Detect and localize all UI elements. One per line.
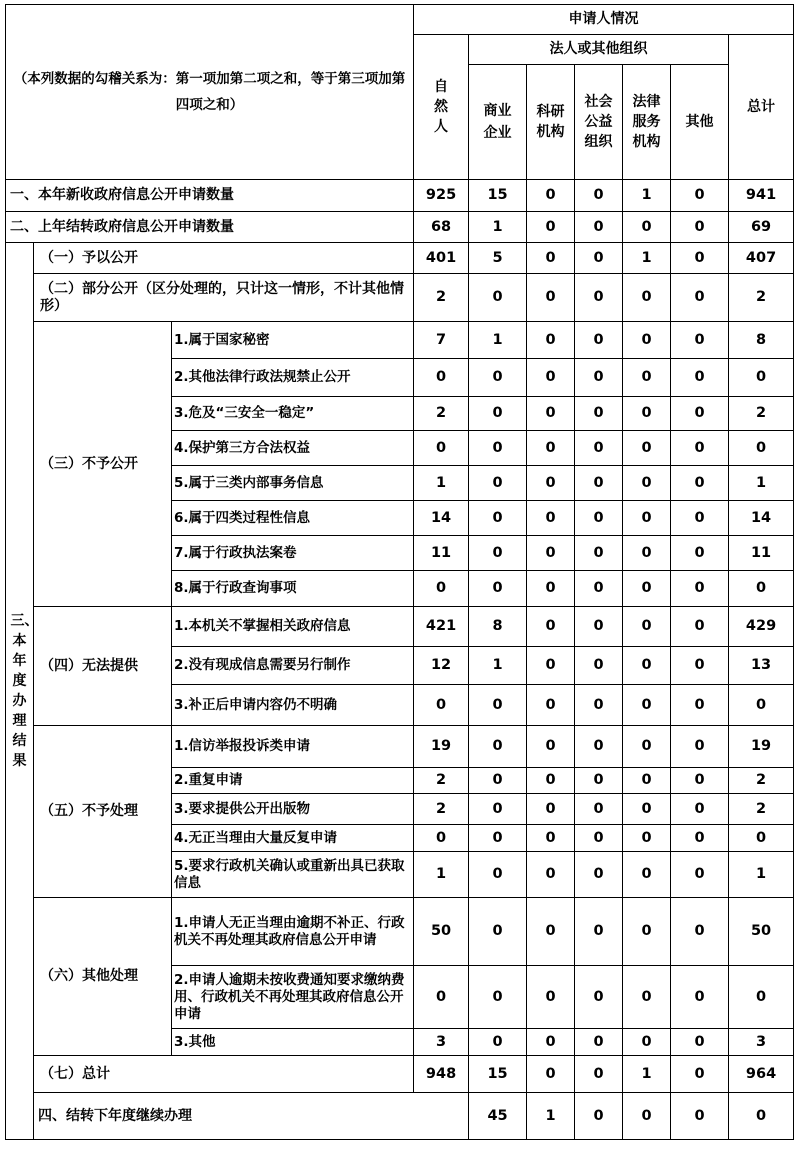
cell-business: 0	[469, 794, 527, 825]
cell-social: 0	[575, 180, 623, 212]
cell-legal-service: 0	[623, 898, 671, 966]
cell-other: 0	[671, 501, 729, 536]
cell-business: 0	[469, 825, 527, 852]
cell-natural: 0	[414, 825, 469, 852]
cell-natural: 925	[414, 180, 469, 212]
row-label: 四、结转下年度继续办理	[34, 1093, 469, 1140]
cell-total: 0	[729, 359, 794, 397]
cell-natural: 1	[414, 466, 469, 501]
row-new-applications	[6, 180, 794, 212]
cell-legal-service: 0	[623, 571, 671, 607]
cell-social: 0	[575, 431, 623, 466]
section-3-label: 三、本年度办理结果	[6, 243, 34, 1140]
cell-total: 2	[729, 397, 794, 431]
cell-social: 0	[575, 571, 623, 607]
cell-natural: 0	[414, 571, 469, 607]
cell-business: 1	[469, 647, 527, 685]
item-label: 5.要求行政机关确认或重新出具已获取信息	[172, 852, 414, 898]
row-not-disclosed-item	[6, 322, 794, 359]
cell-research: 0	[527, 274, 575, 322]
cell-other: 0	[671, 768, 729, 794]
cell-other: 0	[671, 1056, 729, 1093]
cell-social: 0	[575, 397, 623, 431]
cell-legal-service: 1	[623, 180, 671, 212]
cell-social: 0	[575, 607, 623, 647]
cell-business: 1	[527, 1093, 575, 1140]
cell-total: 0	[729, 966, 794, 1029]
item-label: 2.其他法律行政法规禁止公开	[172, 359, 414, 397]
cell-total: 0	[729, 685, 794, 726]
cell-business: 0	[469, 536, 527, 571]
cell-research: 0	[527, 726, 575, 768]
item-label: 1.信访举报投诉类申请	[172, 726, 414, 768]
item-label: 2.没有现成信息需要另行制作	[172, 647, 414, 685]
cell-research: 0	[527, 501, 575, 536]
cell-legal-service: 0	[623, 768, 671, 794]
row-label: （二）部分公开（区分处理的，只计这一情形，不计其他情形）	[34, 274, 414, 322]
cell-legal-service: 0	[623, 359, 671, 397]
cell-business: 0	[469, 726, 527, 768]
cell-research: 0	[527, 243, 575, 274]
cell-legal-service: 0	[623, 852, 671, 898]
cell-legal-service: 0	[623, 1029, 671, 1056]
cell-total: 941	[729, 180, 794, 212]
cell-natural: 0	[414, 966, 469, 1029]
item-label: 1.申请人无正当理由逾期不补正、行政机关不再处理其政府信息公开申请	[172, 898, 414, 966]
subsection-label: （五）不予处理	[34, 726, 172, 898]
row-label: 一、本年新收政府信息公开申请数量	[6, 180, 414, 212]
cell-legal-service: 0	[623, 685, 671, 726]
cell-other: 0	[671, 397, 729, 431]
cell-legal-service: 0	[623, 397, 671, 431]
cell-business: 5	[469, 243, 527, 274]
cell-natural: 0	[414, 685, 469, 726]
cell-total: 0	[729, 431, 794, 466]
header-legal-group: 法人或其他组织	[469, 35, 729, 65]
cell-legal-service: 0	[623, 536, 671, 571]
row-label: （一）予以公开	[34, 243, 414, 274]
cell-other: 0	[671, 274, 729, 322]
row-not-processed-item	[6, 726, 794, 768]
cell-business: 15	[469, 1056, 527, 1093]
cell-other: 0	[671, 825, 729, 852]
cell-total: 8	[729, 322, 794, 359]
cell-social: 0	[575, 768, 623, 794]
cell-business: 0	[469, 966, 527, 1029]
cell-legal-service: 0	[623, 501, 671, 536]
cell-other: 0	[671, 359, 729, 397]
cell-total: 407	[729, 243, 794, 274]
cell-business: 8	[469, 607, 527, 647]
cell-legal-service: 0	[623, 322, 671, 359]
row-unable-to-provide-item	[6, 607, 794, 647]
cell-research: 0	[527, 768, 575, 794]
row-label: （七）总计	[34, 1056, 414, 1093]
cell-natural: 421	[414, 607, 469, 647]
cell-social: 0	[575, 466, 623, 501]
cell-research: 0	[527, 431, 575, 466]
cell-social: 0	[575, 1029, 623, 1056]
cell-research: 0	[527, 966, 575, 1029]
cell-research: 0	[527, 359, 575, 397]
cell-social: 0	[575, 685, 623, 726]
cell-social: 0	[575, 212, 623, 243]
cell-business: 0	[469, 359, 527, 397]
cell-business: 0	[469, 1029, 527, 1056]
row-carried-over	[6, 212, 794, 243]
item-label: 8.属于行政查询事项	[172, 571, 414, 607]
header-row-1	[6, 5, 794, 35]
item-label: 4.无正当理由大量反复申请	[172, 825, 414, 852]
item-label: 3.要求提供公开出版物	[172, 794, 414, 825]
cell-total: 14	[729, 501, 794, 536]
item-label: 3.补正后申请内容仍不明确	[172, 685, 414, 726]
cell-research: 0	[527, 212, 575, 243]
cell-total: 2	[729, 768, 794, 794]
cell-total: 429	[729, 607, 794, 647]
cell-research: 0	[575, 1093, 623, 1140]
cell-business: 0	[469, 898, 527, 966]
header-note: （本列数据的勾稽关系为：第一项加第二项之和，等于第三项加第四项之和）	[6, 5, 414, 180]
cell-social: 0	[575, 898, 623, 966]
cell-research: 0	[527, 536, 575, 571]
item-label: 3.危及“三安全一稳定”	[172, 397, 414, 431]
cell-natural: 2	[414, 794, 469, 825]
cell-social: 0	[575, 274, 623, 322]
cell-natural: 14	[414, 501, 469, 536]
cell-natural: 2	[414, 397, 469, 431]
row-partially-disclosed	[6, 274, 794, 322]
cell-research: 0	[527, 685, 575, 726]
header-applicant-group: 申请人情况	[414, 5, 794, 35]
cell-other: 0	[671, 794, 729, 825]
cell-other: 0	[671, 1029, 729, 1056]
cell-natural: 401	[414, 243, 469, 274]
subsection-label: （三）不予公开	[34, 322, 172, 607]
cell-legal-service: 1	[623, 1056, 671, 1093]
cell-other: 0	[671, 685, 729, 726]
item-label: 2.重复申请	[172, 768, 414, 794]
header-other: 其他	[671, 65, 729, 180]
cell-business: 0	[469, 274, 527, 322]
cell-other: 0	[671, 536, 729, 571]
cell-other: 0	[671, 898, 729, 966]
cell-natural: 12	[414, 647, 469, 685]
cell-natural: 3	[414, 1029, 469, 1056]
cell-research: 0	[527, 1029, 575, 1056]
cell-total: 2	[729, 794, 794, 825]
item-label: 5.属于三类内部事务信息	[172, 466, 414, 501]
row-other-processing-item	[6, 898, 794, 966]
item-label: 3.其他	[172, 1029, 414, 1056]
cell-research: 0	[527, 607, 575, 647]
cell-total: 0	[729, 825, 794, 852]
row-disclosed	[6, 243, 794, 274]
cell-research: 0	[527, 647, 575, 685]
cell-business: 0	[469, 768, 527, 794]
cell-social: 0	[575, 966, 623, 1029]
cell-business: 0	[469, 685, 527, 726]
cell-business: 0	[469, 852, 527, 898]
cell-other: 0	[671, 571, 729, 607]
cell-total: 19	[729, 726, 794, 768]
cell-natural: 0	[414, 359, 469, 397]
cell-research: 0	[527, 571, 575, 607]
report-table-container	[5, 4, 794, 1140]
cell-natural: 0	[414, 431, 469, 466]
row-section-total	[6, 1056, 794, 1093]
cell-business: 1	[469, 212, 527, 243]
cell-social: 0	[575, 647, 623, 685]
cell-social: 0	[575, 794, 623, 825]
cell-legal-service: 0	[623, 966, 671, 1029]
header-social: 社会公益组织	[575, 65, 623, 180]
cell-natural: 2	[414, 768, 469, 794]
cell-legal-service: 0	[671, 1093, 729, 1140]
header-research: 科研机构	[527, 65, 575, 180]
cell-other: 0	[671, 466, 729, 501]
cell-other: 0	[671, 212, 729, 243]
item-label: 4.保护第三方合法权益	[172, 431, 414, 466]
cell-natural: 7	[414, 322, 469, 359]
cell-research: 0	[527, 397, 575, 431]
cell-natural: 68	[414, 212, 469, 243]
cell-total: 11	[729, 536, 794, 571]
item-label: 7.属于行政执法案卷	[172, 536, 414, 571]
header-legal-service: 法律服务机构	[623, 65, 671, 180]
cell-total: 1	[729, 852, 794, 898]
cell-legal-service: 0	[623, 726, 671, 768]
cell-research: 0	[527, 466, 575, 501]
cell-natural: 11	[414, 536, 469, 571]
cell-legal-service: 0	[623, 607, 671, 647]
cell-social: 0	[575, 501, 623, 536]
cell-total: 69	[729, 212, 794, 243]
cell-research: 0	[527, 898, 575, 966]
subsection-label: （六）其他处理	[34, 898, 172, 1056]
cell-other: 0	[671, 322, 729, 359]
cell-other: 0	[671, 607, 729, 647]
cell-natural: 2	[414, 274, 469, 322]
cell-natural: 50	[414, 898, 469, 966]
cell-social: 0	[623, 1093, 671, 1140]
cell-research: 0	[527, 180, 575, 212]
cell-other: 0	[671, 243, 729, 274]
cell-business: 0	[469, 431, 527, 466]
row-carry-to-next-year	[6, 1093, 794, 1140]
cell-total: 0	[729, 571, 794, 607]
cell-social: 0	[575, 322, 623, 359]
cell-social: 0	[575, 359, 623, 397]
cell-social: 0	[575, 852, 623, 898]
cell-social: 0	[575, 1056, 623, 1093]
item-label: 6.属于四类过程性信息	[172, 501, 414, 536]
cell-legal-service: 0	[623, 825, 671, 852]
cell-legal-service: 0	[623, 212, 671, 243]
cell-natural: 45	[469, 1093, 527, 1140]
cell-total: 50	[729, 898, 794, 966]
cell-social: 0	[575, 726, 623, 768]
cell-natural: 948	[414, 1056, 469, 1093]
cell-total: 2	[729, 274, 794, 322]
cell-research: 0	[527, 794, 575, 825]
cell-business: 0	[469, 466, 527, 501]
cell-research: 0	[527, 322, 575, 359]
cell-other: 0	[671, 726, 729, 768]
cell-other: 0	[671, 647, 729, 685]
cell-total: 964	[729, 1056, 794, 1093]
cell-total: 1	[729, 466, 794, 501]
cell-business: 1	[469, 322, 527, 359]
cell-business: 0	[469, 571, 527, 607]
cell-legal-service: 0	[623, 431, 671, 466]
cell-natural: 1	[414, 852, 469, 898]
header-natural-person: 自然人	[414, 35, 469, 180]
cell-social: 0	[575, 825, 623, 852]
cell-business: 15	[469, 180, 527, 212]
cell-social: 0	[575, 536, 623, 571]
cell-other: 0	[671, 852, 729, 898]
cell-legal-service: 1	[623, 243, 671, 274]
cell-legal-service: 0	[623, 466, 671, 501]
row-label: 二、上年结转政府信息公开申请数量	[6, 212, 414, 243]
cell-total: 13	[729, 647, 794, 685]
cell-research: 0	[527, 825, 575, 852]
cell-legal-service: 0	[623, 274, 671, 322]
cell-other: 0	[671, 966, 729, 1029]
header-business: 商业企业	[469, 65, 527, 180]
cell-social: 0	[575, 243, 623, 274]
cell-total: 3	[729, 1029, 794, 1056]
application-statistics-table	[5, 4, 794, 1140]
cell-business: 0	[469, 501, 527, 536]
header-total: 总计	[729, 35, 794, 180]
cell-natural: 19	[414, 726, 469, 768]
item-label: 2.申请人逾期未按收费通知要求缴纳费用、行政机关不再处理其政府信息公开申请	[172, 966, 414, 1029]
item-label: 1.本机关不掌握相关政府信息	[172, 607, 414, 647]
subsection-label: （四）无法提供	[34, 607, 172, 726]
cell-research: 0	[527, 852, 575, 898]
cell-legal-service: 0	[623, 794, 671, 825]
cell-research: 0	[527, 1056, 575, 1093]
cell-other: 0	[671, 431, 729, 466]
cell-legal-service: 0	[623, 647, 671, 685]
cell-other: 0	[671, 180, 729, 212]
item-label: 1.属于国家秘密	[172, 322, 414, 359]
cell-other: 0	[729, 1093, 794, 1140]
cell-business: 0	[469, 397, 527, 431]
